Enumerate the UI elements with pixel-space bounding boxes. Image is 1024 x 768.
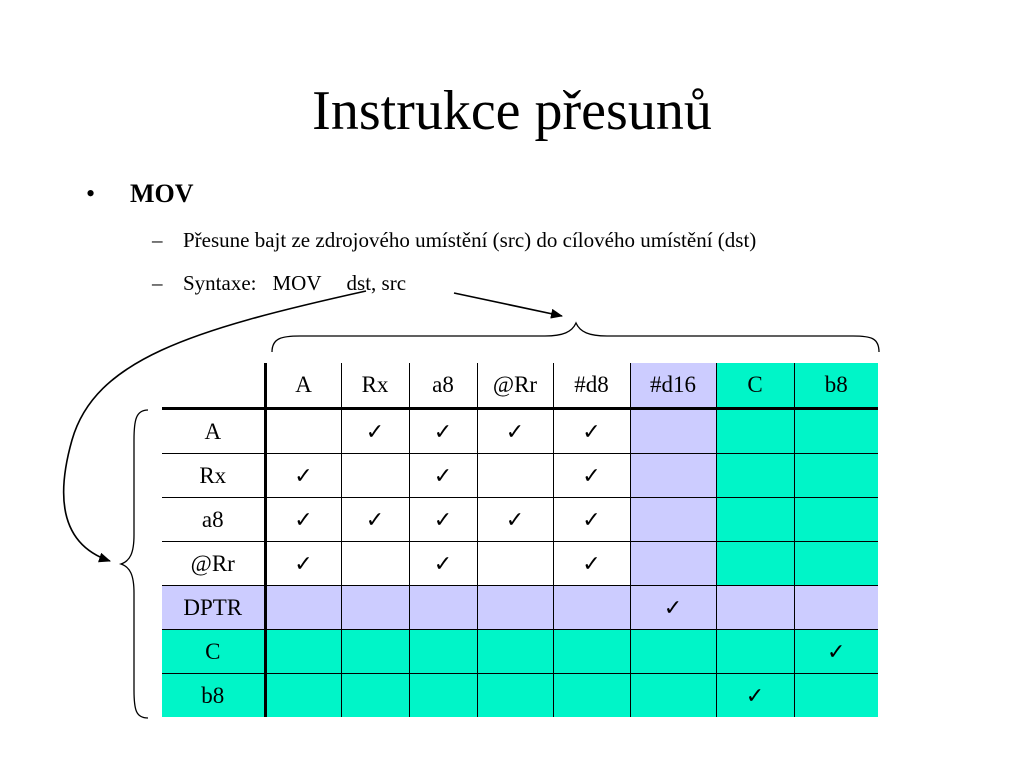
table-header-row <box>162 363 878 409</box>
table-cell <box>794 542 878 586</box>
checkmark-icon: ✓ <box>505 507 525 533</box>
syntax-label: Syntaxe: <box>183 271 257 295</box>
table-cell <box>630 586 716 630</box>
table-cell <box>630 674 716 718</box>
checkmark-icon: ✓ <box>294 463 313 489</box>
checkmark-icon: ✓ <box>827 639 846 665</box>
table-cell <box>716 674 794 718</box>
row-header: Rx <box>162 454 265 498</box>
sub-dash: – <box>152 271 163 295</box>
table-cell <box>794 409 878 454</box>
checkmark-icon: ✓ <box>433 463 453 489</box>
table-row <box>162 674 878 718</box>
table-cell <box>477 454 553 498</box>
checkmark-icon: ✓ <box>433 419 453 445</box>
table-cell <box>716 630 794 674</box>
table-cell <box>341 586 409 630</box>
table-cell <box>409 630 477 674</box>
table-row <box>162 586 878 630</box>
checkmark-icon: ✓ <box>582 463 601 489</box>
table-cell <box>716 409 794 454</box>
row-header: @Rr <box>162 542 265 586</box>
table-cell <box>553 498 630 542</box>
checkmark-icon: ✓ <box>294 507 313 533</box>
checkmark-icon: ✓ <box>582 419 601 445</box>
column-header: Rx <box>341 363 409 409</box>
row-header: a8 <box>162 498 265 542</box>
destination-brace <box>121 410 148 718</box>
sub-dash: – <box>152 228 163 252</box>
syntax-mnemonic: MOV <box>272 271 322 295</box>
table-cell <box>630 454 716 498</box>
table-cell <box>265 454 341 498</box>
checkmark-icon: ✓ <box>505 419 525 445</box>
table-cell <box>553 454 630 498</box>
table-cell <box>794 630 878 674</box>
row-header: C <box>162 630 265 674</box>
table-cell <box>716 542 794 586</box>
checkmark-icon: ✓ <box>365 419 385 445</box>
table-corner <box>162 363 265 409</box>
column-header: a8 <box>409 363 477 409</box>
syntax-operands: dst, src <box>346 271 407 295</box>
row-header: b8 <box>162 674 265 718</box>
table-cell <box>341 498 409 542</box>
table-cell <box>265 630 341 674</box>
table-cell <box>794 674 878 718</box>
source-brace <box>272 323 879 352</box>
column-header: #d8 <box>553 363 630 409</box>
table-cell <box>409 454 477 498</box>
table-cell <box>630 409 716 454</box>
column-header: C <box>716 363 794 409</box>
table-cell <box>716 454 794 498</box>
table-cell <box>341 409 409 454</box>
checkmark-icon: ✓ <box>582 551 601 577</box>
row-header: DPTR <box>162 586 265 630</box>
table-cell <box>265 586 341 630</box>
table-cell <box>409 586 477 630</box>
table-cell <box>794 454 878 498</box>
table-cell <box>716 498 794 542</box>
table-cell <box>794 498 878 542</box>
checkmark-icon: ✓ <box>365 507 385 533</box>
column-header: #d16 <box>630 363 716 409</box>
src-arrow <box>454 293 562 316</box>
table-cell <box>341 674 409 718</box>
table-cell <box>630 542 716 586</box>
table-cell <box>477 409 553 454</box>
checkmark-icon: ✓ <box>433 551 453 577</box>
table-cell <box>341 454 409 498</box>
table-cell <box>341 630 409 674</box>
table-cell <box>716 586 794 630</box>
bullet-mov-label: MOV <box>130 179 194 208</box>
table-cell <box>794 586 878 630</box>
table-cell <box>553 586 630 630</box>
table-cell <box>409 542 477 586</box>
description-text: Přesune bajt ze zdrojového umístění (src) do cílového umístění (dst) <box>183 228 757 252</box>
checkmark-icon: ✓ <box>582 507 601 533</box>
table-cell <box>553 542 630 586</box>
checkmark-icon: ✓ <box>663 595 683 621</box>
table-cell <box>630 630 716 674</box>
table-cell <box>265 498 341 542</box>
table-cell <box>409 674 477 718</box>
table-cell <box>477 586 553 630</box>
table-row <box>162 498 878 542</box>
table-row <box>162 630 878 674</box>
table-cell <box>553 630 630 674</box>
column-header: A <box>265 363 341 409</box>
table-cell <box>341 542 409 586</box>
checkmark-icon: ✓ <box>294 551 313 577</box>
table-cell <box>477 498 553 542</box>
table-row <box>162 454 878 498</box>
table-cell <box>553 409 630 454</box>
table-cell <box>265 674 341 718</box>
table-cell <box>553 674 630 718</box>
table-cell <box>477 630 553 674</box>
table-cell <box>265 542 341 586</box>
checkmark-icon: ✓ <box>433 507 453 533</box>
mov-operand-table <box>162 363 878 717</box>
table-row <box>162 409 878 454</box>
table-cell <box>477 542 553 586</box>
table-cell <box>409 409 477 454</box>
table-cell <box>630 498 716 542</box>
column-header: b8 <box>794 363 878 409</box>
table-cell <box>409 498 477 542</box>
slide-title: Instrukce přesunů <box>312 80 712 142</box>
table-cell <box>477 674 553 718</box>
table-row <box>162 542 878 586</box>
row-header: A <box>162 409 265 454</box>
table-cell <box>265 409 341 454</box>
checkmark-icon: ✓ <box>745 683 765 709</box>
column-header: @Rr <box>477 363 553 409</box>
bullet-dot: • <box>86 179 96 208</box>
